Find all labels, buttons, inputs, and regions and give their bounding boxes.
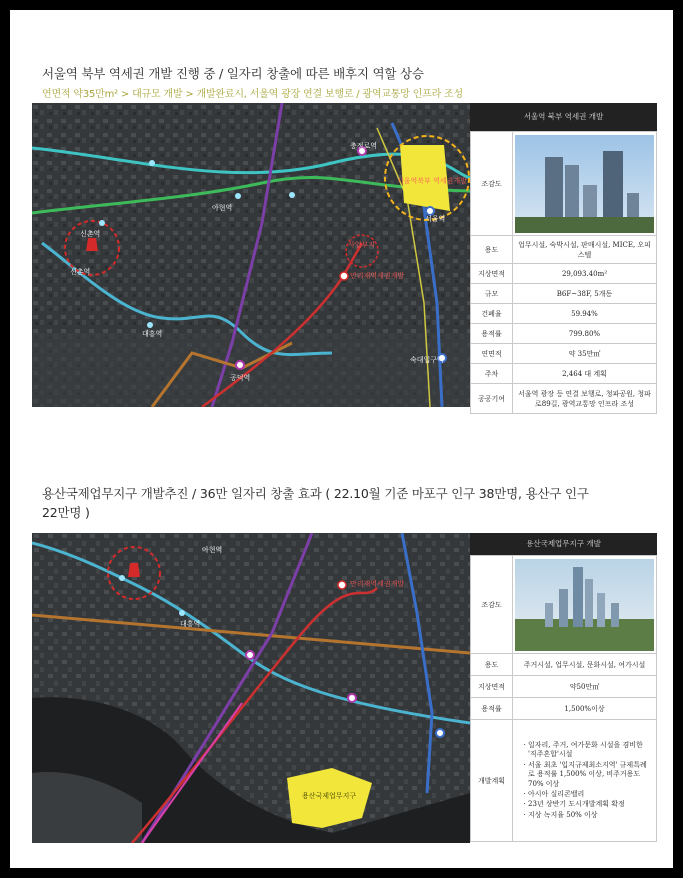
row-key: 조감도 xyxy=(471,556,513,654)
label-sookmyung: 숙대입구역 xyxy=(410,356,444,364)
map-graphics xyxy=(32,103,470,407)
row-value: 약 35만㎡ xyxy=(513,344,657,364)
row-key: 지상면적 xyxy=(471,264,513,284)
label-project: 만리재역세권개발 xyxy=(350,580,405,588)
table-row xyxy=(471,236,657,264)
station-dot xyxy=(147,322,153,328)
row-value: 서울역 광장 등 연결 보행로, 청파공원, 청파로89길, 광역교통망 인프라 조성 xyxy=(513,384,657,414)
row-key: 용적률 xyxy=(471,698,513,720)
section2-table-header: 용산국제업무지구 개발 xyxy=(470,533,657,555)
section1-title: 서울역 북부 역세권 개발 진행 중 / 일자리 창출에 따른 배후지 역할 상승 xyxy=(42,66,424,81)
rendering-cell xyxy=(513,132,657,236)
seoul-north-rendering-image xyxy=(515,135,654,233)
station-dot xyxy=(348,694,356,702)
station-dot xyxy=(179,610,185,616)
list-item: · 23년 상반기 도시개발계획 확정 xyxy=(528,800,653,809)
label-project: 만리재역세권개발 xyxy=(350,272,405,280)
row-key: 공공기여 xyxy=(471,384,513,414)
plan-cell xyxy=(513,720,657,842)
table-row xyxy=(471,698,657,720)
row-value: 799.80% xyxy=(513,324,657,344)
document-page xyxy=(10,10,673,868)
row-key: 지상면적 xyxy=(471,676,513,698)
table-row xyxy=(471,304,657,324)
label-site: 사업부지 xyxy=(348,241,376,249)
project-dot xyxy=(340,272,348,280)
label-chungjeongno: 충정로역 xyxy=(350,142,378,150)
label-yongsan: 용산국제업무지구 xyxy=(302,792,357,800)
table-row xyxy=(471,654,657,676)
label-seoul-station: 서울역 xyxy=(425,215,446,223)
label-daeheung: 대흥역 xyxy=(180,620,201,628)
list-item: · 서울 최초 '입지규제최소지역' 규제특례로 용적률 1,500% 이상, 비주거용도 70% 이상 xyxy=(528,761,653,789)
site-marker xyxy=(128,563,140,577)
station-dot xyxy=(236,361,244,369)
station-dot xyxy=(149,160,155,166)
table-row xyxy=(471,344,657,364)
rendering-cell xyxy=(513,556,657,654)
row-value: 주거시설, 업무시설, 문화시설, 여가시설 xyxy=(513,654,657,676)
section2-info-table xyxy=(470,555,657,842)
row-key: 주차 xyxy=(471,364,513,384)
station-dot xyxy=(289,192,295,198)
row-key: 연면적 xyxy=(471,344,513,364)
label-seoul-north: 서울역북부 역세권개발 xyxy=(397,177,467,185)
station-dot xyxy=(235,193,241,199)
label-sinchon-station: 신촌역 xyxy=(70,268,91,276)
table-row xyxy=(471,556,657,654)
row-key: 개발계획 xyxy=(471,720,513,842)
row-key: 용도 xyxy=(471,654,513,676)
section1-subtitle: 연면적 약35만m² > 대규모 개발 > 개발완료시, 서울역 광장 연결 보행로 / 광역교통망 인프라 조성 xyxy=(42,89,463,100)
rendering-graphics xyxy=(515,559,654,651)
label-gongdeok: 공덕역 xyxy=(230,374,251,382)
table-row xyxy=(471,324,657,344)
station-dot xyxy=(246,651,254,659)
list-item: · 지상 녹지율 50% 이상 xyxy=(528,811,653,820)
row-key: 규모 xyxy=(471,284,513,304)
row-key: 조감도 xyxy=(471,132,513,236)
table-row xyxy=(471,384,657,414)
map-graphics xyxy=(32,533,470,843)
section1-info-table xyxy=(470,131,657,414)
section1-table-header: 서울역 북부 역세권 개발 xyxy=(470,103,657,131)
plan-list xyxy=(516,741,653,821)
sinchon-marker xyxy=(86,238,98,251)
project-dot xyxy=(338,581,346,589)
station-dot xyxy=(436,729,444,737)
section2-title: 용산국제업무지구 개발추진 / 36만 일자리 창출 효과 ( 22.10월 기준 마포구 인구 38만명, 용산구 인구 22만명 ) xyxy=(42,486,589,520)
row-value: 1,500%이상 xyxy=(513,698,657,720)
station-dot xyxy=(99,220,105,226)
row-key: 용적률 xyxy=(471,324,513,344)
station-dot xyxy=(119,575,125,581)
table-row xyxy=(471,364,657,384)
table-row xyxy=(471,284,657,304)
label-ahyeon: 아현역 xyxy=(212,204,233,212)
seoul-station-map xyxy=(32,103,470,407)
row-key: 용도 xyxy=(471,236,513,264)
table-row xyxy=(471,264,657,284)
row-value: 2,464 대 계획 xyxy=(513,364,657,384)
list-item: · 일자리, 주거, 여가문화 시설을 겸비한 '직주혼합'시설 xyxy=(528,741,653,760)
row-value: 29,093.40m² xyxy=(513,264,657,284)
label-ahyeon: 아현역 xyxy=(202,546,223,554)
yongsan-map xyxy=(32,533,470,843)
row-key: 건폐율 xyxy=(471,304,513,324)
list-item: · 아시아 실리콘밸리 xyxy=(528,790,653,799)
row-value: 59.94% xyxy=(513,304,657,324)
row-value: 약50만㎡ xyxy=(513,676,657,698)
label-daeheung: 대흥역 xyxy=(142,330,163,338)
table-row xyxy=(471,132,657,236)
row-value: 업무시설, 숙박시설, 판매시설, MICE, 오피스텔 xyxy=(513,236,657,264)
rendering-graphics xyxy=(515,135,654,233)
yongsan-rendering-image xyxy=(515,559,654,651)
table-row xyxy=(471,676,657,698)
table-row xyxy=(471,720,657,842)
row-value: B6F~38F, 5개동 xyxy=(513,284,657,304)
label-sinchon: 신촌역 xyxy=(80,230,101,238)
